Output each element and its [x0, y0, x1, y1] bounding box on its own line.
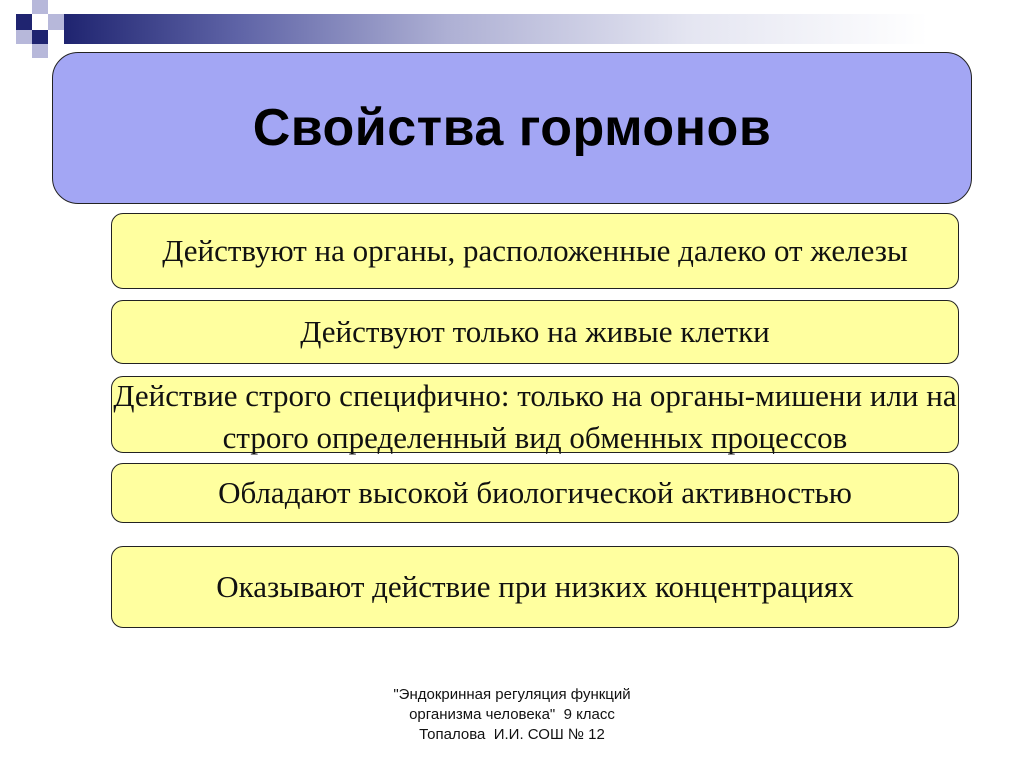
- property-text: Действуют только на живые клетки: [300, 314, 770, 349]
- decor-square: [16, 30, 32, 44]
- header-gradient-bar: [64, 14, 1024, 44]
- property-box: [111, 463, 959, 523]
- footer-line: организма человека" 9 класс: [409, 706, 615, 723]
- property-box: [111, 213, 959, 289]
- property-box: [111, 300, 959, 364]
- decor-square: [32, 30, 48, 44]
- footer-line: "Эндокринная регуляция функций: [393, 686, 631, 703]
- decor-square: [32, 0, 48, 14]
- decor-square: [16, 14, 32, 30]
- property-text: Обладают высокой биологической активностью: [218, 475, 852, 510]
- slide-title: Свойства гормонов: [252, 99, 772, 157]
- property-text: Действуют на органы, расположенные далеко от железы: [162, 233, 908, 268]
- slide-footer: [350, 685, 674, 745]
- decor-square: [48, 14, 64, 30]
- property-box: [111, 376, 959, 453]
- footer-line: Топалова И.И. СОШ № 12: [419, 726, 605, 743]
- title-box: [52, 52, 972, 204]
- decor-square: [32, 44, 48, 58]
- property-text: Оказывают действие при низких концентрациях: [216, 569, 854, 604]
- property-text: Действие строго специфично: только на органы-мишени или на строго определенный вид обменных процессов: [113, 378, 957, 455]
- property-box: [111, 546, 959, 628]
